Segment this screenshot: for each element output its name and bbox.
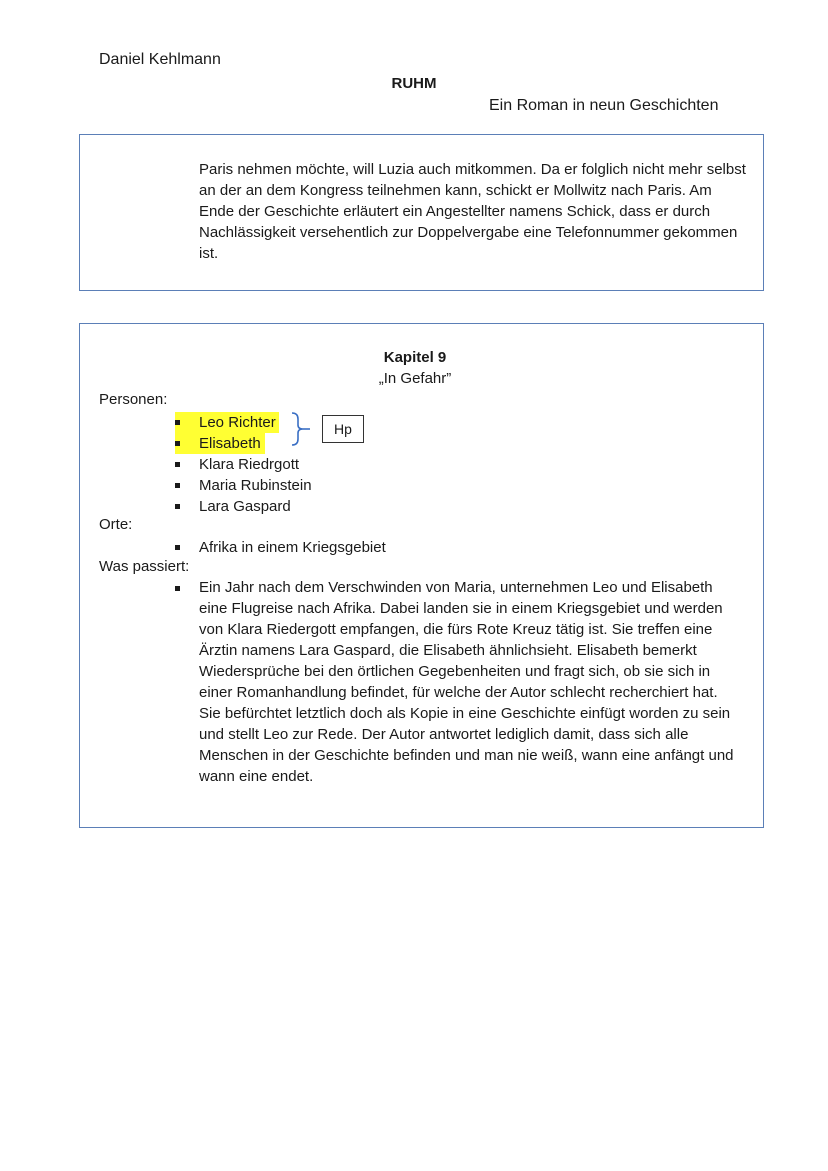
persons-label: Personen: <box>99 391 168 408</box>
person-name: Lara Gaspard <box>199 498 291 515</box>
person-name: Maria Rubinstein <box>199 477 312 494</box>
event-description: Ein Jahr nach dem Verschwinden von Maria, unternehmen Leo und Elisabeth eine Flugreise nach Afrika. Dabei landen sie in einem Kriegsgebiet und werden von Klara Riedergott empfangen, die fürs Rote Kreuz tätig ist. Sie treffen eine Ärztin namens Lara Gaspard, die Elisabeth ähnlichsieht. Elisabeth bemerkt Wiedersprüche bei den örtlichen Gegebenheiten und fragt sich, ob sie sich in einer Romanhandlung befindet, für welche der Autor schlecht recherchiert hat. Sie befürchtet letztlich doch als Kopie in eine Geschichte einfügt worden zu sein und stellt Leo zur Rede. Der Autor antwortet lediglich damit, dass sich alle Menschen in der Geschichte befinden und man nie weiß, wann eine anfängt und wann eine endet. <box>199 579 734 785</box>
bullet-icon <box>175 462 180 467</box>
person-name: Klara Riedrgott <box>199 456 300 473</box>
person-name: Leo Richter <box>199 414 276 431</box>
bullet-icon <box>175 441 180 446</box>
person-name: Elisabeth <box>199 435 261 452</box>
chapter-subtitle: „In Gefahr” <box>378 370 452 387</box>
bullet-icon <box>175 586 180 591</box>
chapter-title: Kapitel 9 <box>383 349 447 366</box>
curly-brace-icon <box>289 411 311 447</box>
summary-text: Paris nehmen möchte, will Luzia auch mitkommen. Da er folglich nicht mehr selbst an der an dem Kongress teilnehmen kann, schickt er Mollwitz nach Paris. Am Ende der Geschichte erläutert ein Angestellter namens Schick, dass er durch Nachlässigkeit versehentlich zur Doppelvergabe eine Telefonnummer gekommen ist. <box>199 161 746 262</box>
bullet-icon <box>175 504 180 509</box>
places-label: Orte: <box>99 516 133 533</box>
place-name: Afrika in einem Kriegsgebiet <box>199 539 386 556</box>
chapter-box <box>79 323 764 828</box>
document-title: RUHM <box>391 75 437 92</box>
document-subtitle: Ein Roman in neun Geschichten <box>489 97 719 114</box>
main-character-tag: Hp <box>322 415 364 443</box>
bullet-icon <box>175 420 180 425</box>
author-name: Daniel Kehlmann <box>99 51 221 68</box>
events-label: Was passiert: <box>99 558 190 575</box>
bullet-icon <box>175 545 180 550</box>
summary-box <box>79 134 764 291</box>
bullet-icon <box>175 483 180 488</box>
